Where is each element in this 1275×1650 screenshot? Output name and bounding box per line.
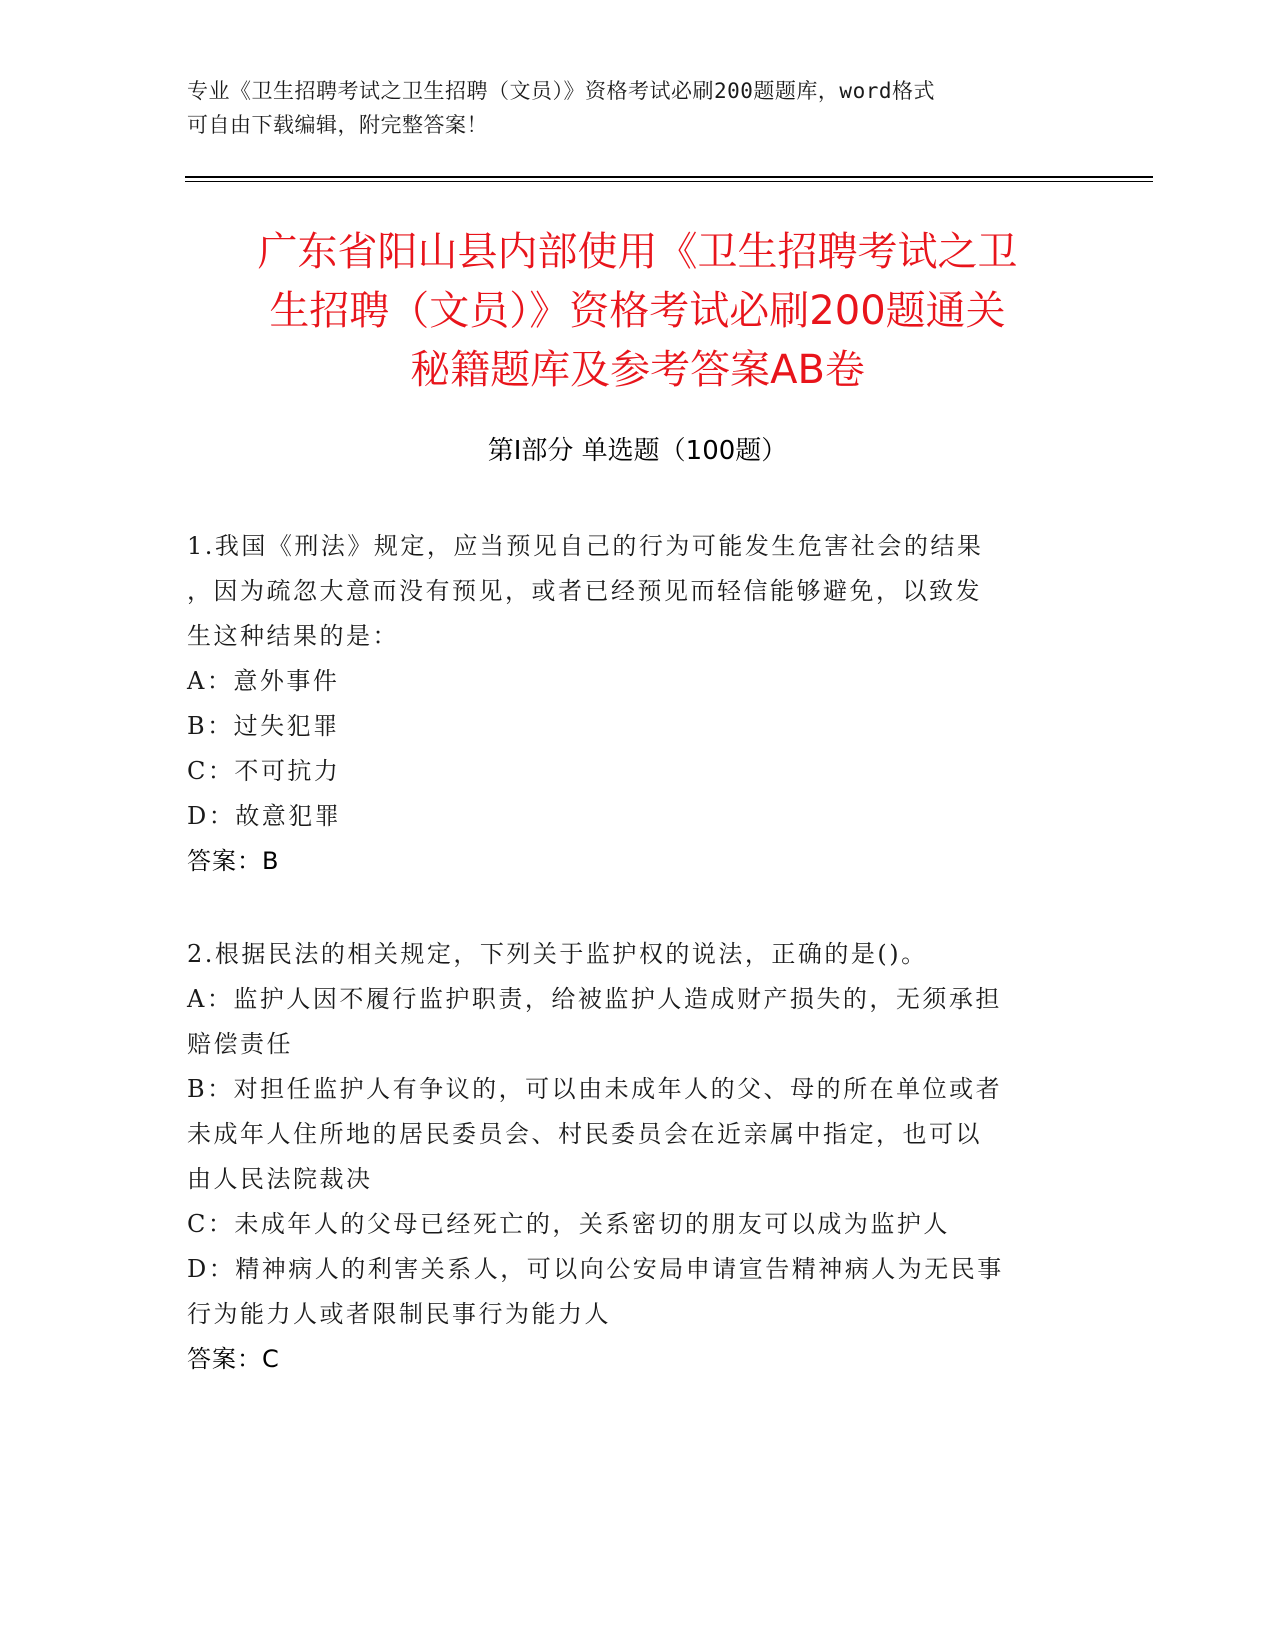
question-stem-line: ，因为疏忽大意而没有预见，或者已经预见而轻信能够避免，以致发 (187, 577, 982, 605)
question-2 (187, 932, 1067, 1382)
option-a-line: A：监护人因不履行监护职责，给被监护人造成财产损失的，无须承担 (187, 985, 1002, 1013)
option-a: A：意外事件 (187, 667, 340, 695)
answer: 答案：C (187, 1345, 280, 1373)
header-line-2: 可自由下载编辑，附完整答案！ (187, 113, 488, 137)
question-stem-line: 2.根据民法的相关规定，下列关于监护权的说法，正确的是()。 (187, 940, 928, 968)
option-c: C：不可抗力 (187, 757, 341, 785)
option-d: D：故意犯罪 (187, 802, 342, 830)
title-line-3: 秘籍题库及参考答案AB卷 (410, 347, 865, 393)
option-b: B：过失犯罪 (187, 712, 340, 740)
option-b-line: 由人民法院裁决 (187, 1165, 373, 1193)
header-rule-thin (185, 181, 1153, 182)
document-header (187, 74, 1067, 142)
option-d-line: D：精神病人的利害关系人，可以向公安局申请宣告精神病人为无民事 (187, 1255, 1004, 1283)
title-line-2: 生招聘（文员）》资格考试必刷200题通关 (269, 288, 1006, 334)
question-stem-line: 1.我国《刑法》规定，应当预见自己的行为可能发生危害社会的结果 (187, 532, 984, 560)
option-d-line: 行为能力人或者限制民事行为能力人 (187, 1300, 611, 1328)
title-line-1: 广东省阳山县内部使用《卫生招聘考试之卫 (257, 229, 1018, 275)
answer: 答案：B (187, 847, 280, 875)
document-title (180, 223, 1095, 400)
question-1 (187, 524, 1067, 884)
header-rule-thick (185, 176, 1153, 178)
section-title: 第Ⅰ部分 单选题（100题） (487, 436, 788, 466)
option-b-line: B：对担任监护人有争议的，可以由未成年人的父、母的所在单位或者 (187, 1075, 1003, 1103)
option-b-line: 未成年人住所地的居民委员会、村民委员会在近亲属中指定，也可以 (187, 1120, 982, 1148)
option-a-line: 赔偿责任 (187, 1030, 293, 1058)
option-c-line: C：未成年人的父母已经死亡的，关系密切的朋友可以成为监护人 (187, 1210, 950, 1238)
header-line-1: 专业《卫生招聘考试之卫生招聘（文员）》资格考试必刷200题题库，word格式 (187, 79, 935, 103)
question-stem-line: 生这种结果的是： (187, 622, 399, 650)
